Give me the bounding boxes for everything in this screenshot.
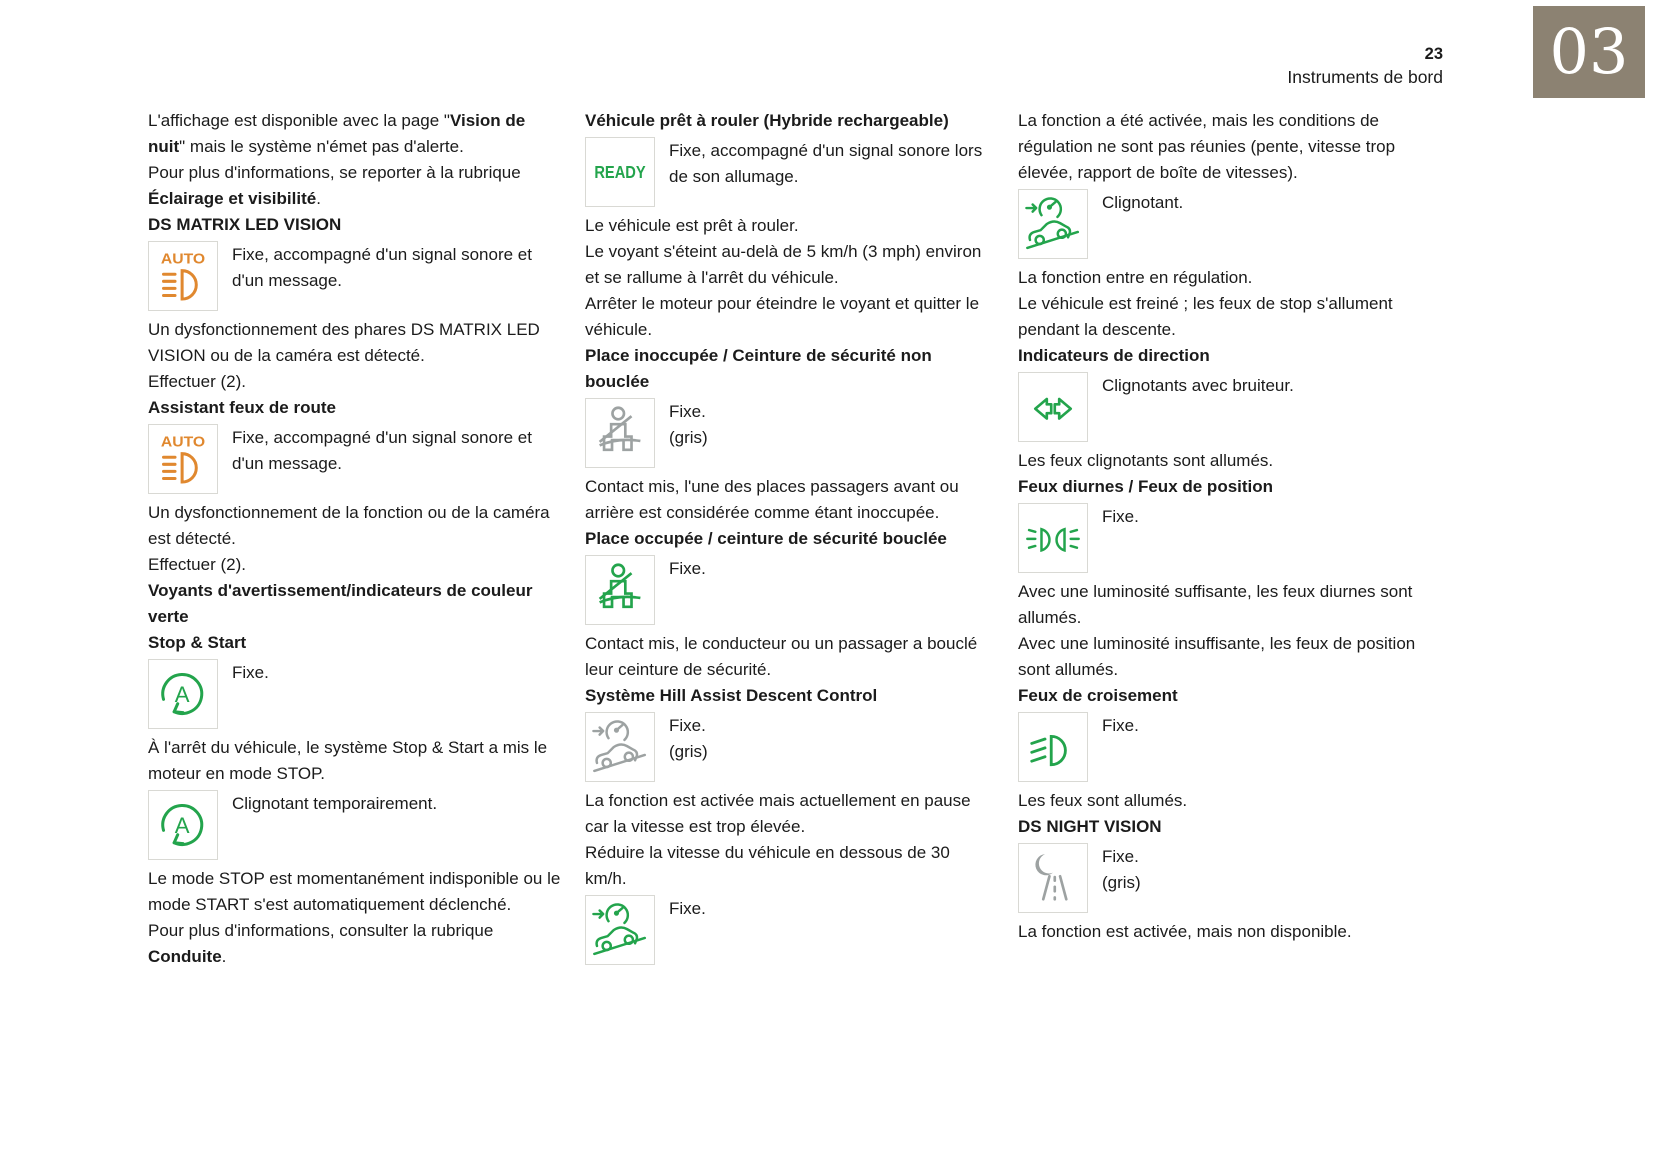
text-run: Les feux sont allumés. xyxy=(1018,791,1188,810)
text-run: La fonction entre en régulation. xyxy=(1018,268,1253,287)
text-run: (gris) xyxy=(1102,873,1141,892)
indicator-state xyxy=(1102,372,1294,399)
text-run: Réduire la vitesse du véhicule en dessous de 30 km/h. xyxy=(585,843,950,888)
section-heading: Assistant feux de route xyxy=(148,398,336,417)
indicator-state xyxy=(669,137,995,190)
svg-text:AUTO: AUTO xyxy=(160,250,206,268)
hill-descent-icon xyxy=(1018,189,1088,259)
paragraph xyxy=(1018,788,1446,814)
seatbelt-icon xyxy=(585,555,655,625)
svg-text:READY: READY xyxy=(594,162,646,183)
indicator-state xyxy=(1102,503,1139,530)
indicator-state xyxy=(232,241,563,294)
text-run: Avec une luminosité insuffisante, les feux de position sont allumés. xyxy=(1018,634,1416,679)
indicator-state xyxy=(669,712,708,765)
text-run: Le voyant s'éteint au-delà de 5 km/h (3 mph) environ et se rallume à l'arrêt du véhicule. xyxy=(585,242,982,287)
low-beam-icon xyxy=(1018,712,1088,782)
text-run: Clignotant temporairement. xyxy=(232,794,438,813)
text-run: Pour plus d'informations, se reporter à la rubrique xyxy=(148,163,521,182)
paragraph xyxy=(1018,265,1446,343)
indicator-row xyxy=(585,895,995,965)
section-heading: Véhicule prêt à rouler (Hybride rechargeable) xyxy=(585,111,949,130)
section-heading: Feux diurnes / Feux de position xyxy=(1018,477,1274,496)
paragraph xyxy=(1018,448,1446,474)
daytime-lights-icon xyxy=(1018,503,1088,573)
paragraph xyxy=(148,500,563,578)
text-run: Arrêter le moteur pour éteindre le voyant et quitter le véhicule. xyxy=(585,294,980,339)
text-run: Fixe. xyxy=(1102,716,1139,735)
text-run: Le véhicule est prêt à rouler. xyxy=(585,216,799,235)
text-run: Contact mis, l'une des places passagers avant ou arrière est considérée comme étant inoccupée. xyxy=(585,477,959,522)
indicator-row xyxy=(1018,503,1446,573)
text-run: Fixe, accompagné d'un signal sonore et d'un message. xyxy=(232,428,532,473)
indicator-row xyxy=(1018,372,1446,442)
text-run: Vision de nuit xyxy=(148,111,526,156)
stop-start-icon xyxy=(148,659,218,729)
indicator-row xyxy=(1018,843,1446,913)
text-run: Fixe. xyxy=(669,716,706,735)
section-title: Instruments de bord xyxy=(1287,67,1443,87)
indicator-row xyxy=(148,659,563,729)
indicator-row xyxy=(585,712,995,782)
indicator-state xyxy=(1102,189,1183,216)
svg-text:AUTO: AUTO xyxy=(160,433,206,451)
text-run: La fonction a été activée, mais les conditions de régulation ne sont pas réunies (pente, vitesse trop élevée, rapport de boîte de vitesses). xyxy=(1018,111,1396,182)
text-run: (gris) xyxy=(669,428,708,447)
section-heading: Voyants d'avertissement/indicateurs de couleur verte xyxy=(148,581,533,626)
text-run: Fixe, accompagné d'un signal sonore lors de son allumage. xyxy=(669,141,983,186)
text-run: Fixe, accompagné d'un signal sonore et d'un message. xyxy=(232,245,532,290)
paragraph xyxy=(1018,919,1446,945)
indicator-state xyxy=(232,424,563,477)
paragraph xyxy=(585,474,995,526)
indicator-row xyxy=(585,137,995,207)
text-run: Clignotants avec bruiteur. xyxy=(1102,376,1294,395)
section-heading: DS NIGHT VISION xyxy=(1018,817,1162,836)
page-number: 23 xyxy=(1424,45,1443,63)
paragraph xyxy=(148,866,563,970)
text-run: (gris) xyxy=(669,742,708,761)
text-run: . xyxy=(221,947,227,966)
indicator-row xyxy=(148,241,563,311)
column-2 xyxy=(585,108,995,971)
text-run: Un dysfonctionnement des phares DS MATRIX LED VISION ou de la caméra est détecté. xyxy=(148,320,540,365)
auto-headlight-icon xyxy=(148,424,218,494)
text-run: Contact mis, le conducteur ou un passager a bouclé leur ceinture de sécurité. xyxy=(585,634,978,679)
text-run: La fonction est activée mais actuellement en pause car la vitesse est trop élevée. xyxy=(585,791,971,836)
text-run: À l'arrêt du véhicule, le système Stop & Start a mis le moteur en mode STOP. xyxy=(148,738,548,783)
text-run: Effectuer (2). xyxy=(148,372,246,391)
text-run: Fixe. xyxy=(669,559,706,578)
section-heading: Indicateurs de direction xyxy=(1018,346,1210,365)
indicator-row xyxy=(1018,189,1446,259)
text-run: Effectuer (2). xyxy=(148,555,246,574)
indicator-row xyxy=(1018,712,1446,782)
indicator-row xyxy=(148,790,563,860)
indicator-state xyxy=(1102,843,1141,896)
section-heading: Place inoccupée / Ceinture de sécurité non bouclée xyxy=(585,346,932,391)
indicator-state xyxy=(232,659,269,686)
text-run: Avec une luminosité suffisante, les feux diurnes sont allumés. xyxy=(1018,582,1413,627)
text-run: Clignotant. xyxy=(1102,193,1184,212)
chapter-tab xyxy=(1533,6,1645,98)
paragraph xyxy=(1018,579,1446,683)
column-3 xyxy=(1018,108,1446,945)
hill-descent-icon xyxy=(585,712,655,782)
turn-indicators-icon xyxy=(1018,372,1088,442)
text-run: Fixe. xyxy=(1102,507,1139,526)
paragraph xyxy=(148,735,563,787)
text-run: Fixe. xyxy=(669,899,706,918)
text-run: Conduite xyxy=(148,947,222,966)
indicator-row xyxy=(148,424,563,494)
svg-text:A: A xyxy=(174,681,190,707)
paragraph xyxy=(148,108,563,212)
text-run: La fonction est activée, mais non disponible. xyxy=(1018,922,1352,941)
text-run: Le véhicule est freiné ; les feux de stop s'allument pendant la descente. xyxy=(1018,294,1393,339)
text-run: Fixe. xyxy=(669,402,706,421)
indicator-state xyxy=(669,895,706,922)
seatbelt-icon xyxy=(585,398,655,468)
auto-headlight-icon xyxy=(148,241,218,311)
hill-descent-icon xyxy=(585,895,655,965)
paragraph xyxy=(148,317,563,395)
indicator-state xyxy=(1102,712,1139,739)
stop-start-icon xyxy=(148,790,218,860)
section-heading: Stop & Start xyxy=(148,633,247,652)
text-run: Fixe. xyxy=(1102,847,1139,866)
text-run: " mais le système n'émet pas d'alerte. xyxy=(179,137,464,156)
paragraph xyxy=(585,213,995,343)
indicator-row xyxy=(585,555,995,625)
indicator-state xyxy=(232,790,437,817)
chapter-number: 03 xyxy=(1549,15,1629,88)
text-run: Le mode STOP est momentanément indisponible ou le mode START s'est automatiquement déclenché. xyxy=(148,869,561,914)
indicator-row xyxy=(585,398,995,468)
text-run: . xyxy=(316,189,321,208)
paragraph xyxy=(1018,108,1446,186)
paragraph xyxy=(585,631,995,683)
text-run: L'affichage est disponible avec la page " xyxy=(148,111,450,130)
text-run: Un dysfonctionnement de la fonction ou de la caméra est détecté. xyxy=(148,503,550,548)
section-heading: DS MATRIX LED VISION xyxy=(148,215,342,234)
page-header xyxy=(1287,45,1443,88)
ready-icon xyxy=(585,137,655,207)
column-1 xyxy=(148,108,563,970)
svg-text:A: A xyxy=(174,812,190,838)
section-heading: Place occupée / ceinture de sécurité bouclée xyxy=(585,529,947,548)
text-run: Fixe. xyxy=(232,663,269,682)
section-heading: Système Hill Assist Descent Control xyxy=(585,686,878,705)
text-run: Pour plus d'informations, consulter la rubrique xyxy=(148,921,494,940)
paragraph xyxy=(585,788,995,892)
text-run: Les feux clignotants sont allumés. xyxy=(1018,451,1274,470)
text-run: Éclairage et visibilité xyxy=(148,189,317,208)
night-vision-icon xyxy=(1018,843,1088,913)
indicator-state xyxy=(669,398,708,451)
section-heading: Feux de croisement xyxy=(1018,686,1178,705)
indicator-state xyxy=(669,555,706,582)
